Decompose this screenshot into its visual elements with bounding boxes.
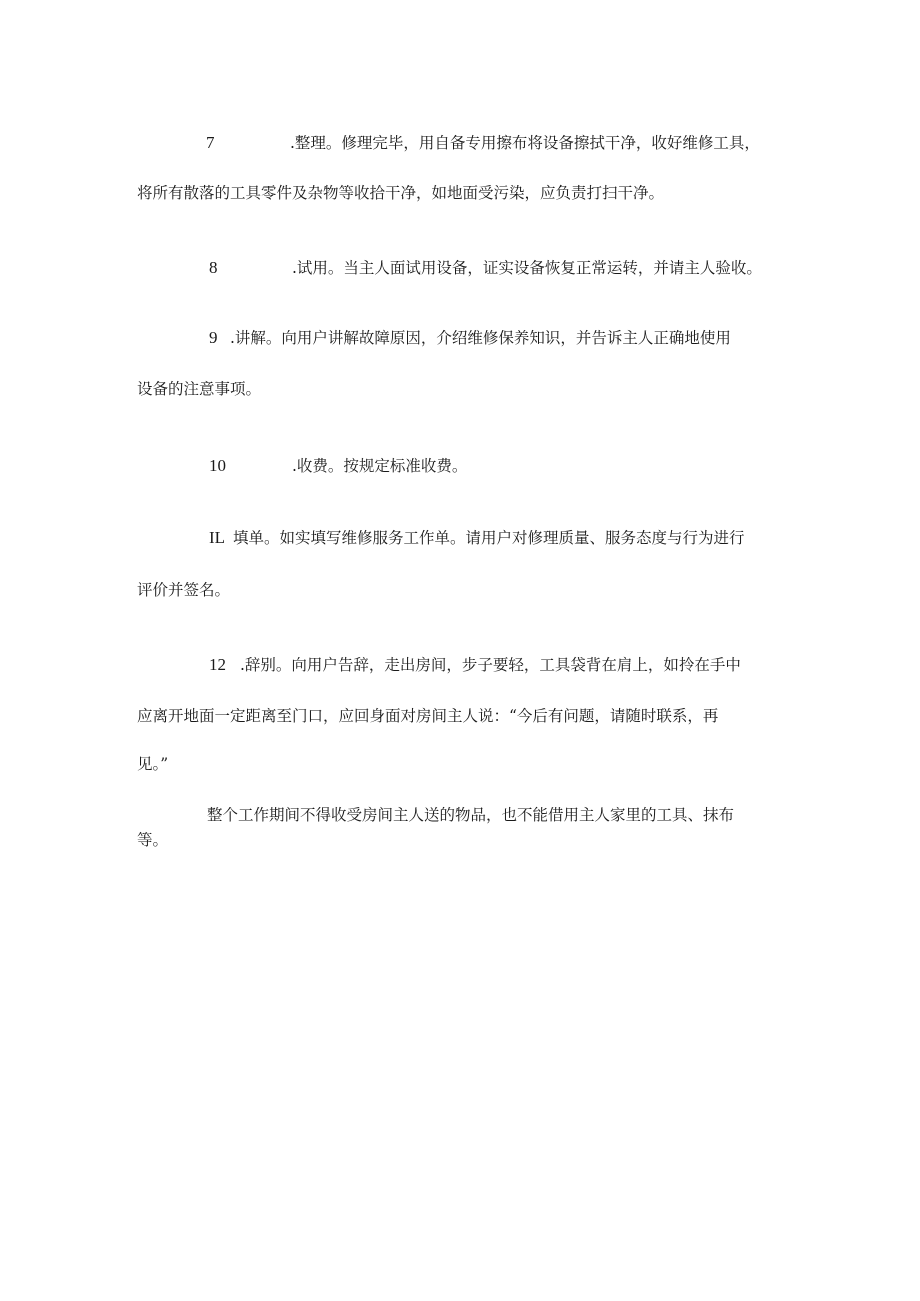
- item-number: 7: [206, 133, 215, 152]
- item-continuation: 将所有散落的工具零件及杂物等收拾干净，如地面受污染，应负责打扫干净。: [137, 184, 665, 202]
- item-number: 9: [209, 328, 218, 347]
- item-text: .整理。修理完毕，用自备专用擦布将设备擦拭干净，收好维修工具，: [290, 134, 760, 152]
- item-text: 填单。如实填写维修服务工作单。请用户对修理质量、服务态度与行为进行: [233, 529, 745, 547]
- item-text: .辞别。向用户告辞，走出房间，步子要轻，工具袋背在肩上，如拎在手中: [240, 656, 741, 674]
- closing-continuation: 等。: [137, 831, 169, 849]
- item-continuation: 评价并签名。: [137, 581, 231, 599]
- item-number: 10: [209, 456, 226, 475]
- item-text: .讲解。向用户讲解故障原因，介绍维修保养知识，并告诉主人正确地使用: [230, 329, 731, 347]
- item-number: 12: [209, 655, 226, 674]
- closing-text: 整个工作期间不得收受房间主人送的物品，也不能借用主人家里的工具、抹布: [207, 806, 735, 824]
- item-number: IL: [209, 528, 226, 547]
- item-text: .试用。当主人面试用设备，证实设备恢复正常运转，并请主人验收。: [292, 259, 762, 277]
- item-continuation: 应离开地面一定距离至门口，应回身面对房间主人说：“今后有问题，请随时联系，再: [137, 707, 719, 725]
- item-continuation: 见。”: [137, 755, 169, 773]
- item-number: 8: [209, 258, 218, 277]
- item-continuation: 设备的注意事项。: [137, 380, 262, 398]
- item-text: .收费。按规定标准收费。: [292, 457, 468, 475]
